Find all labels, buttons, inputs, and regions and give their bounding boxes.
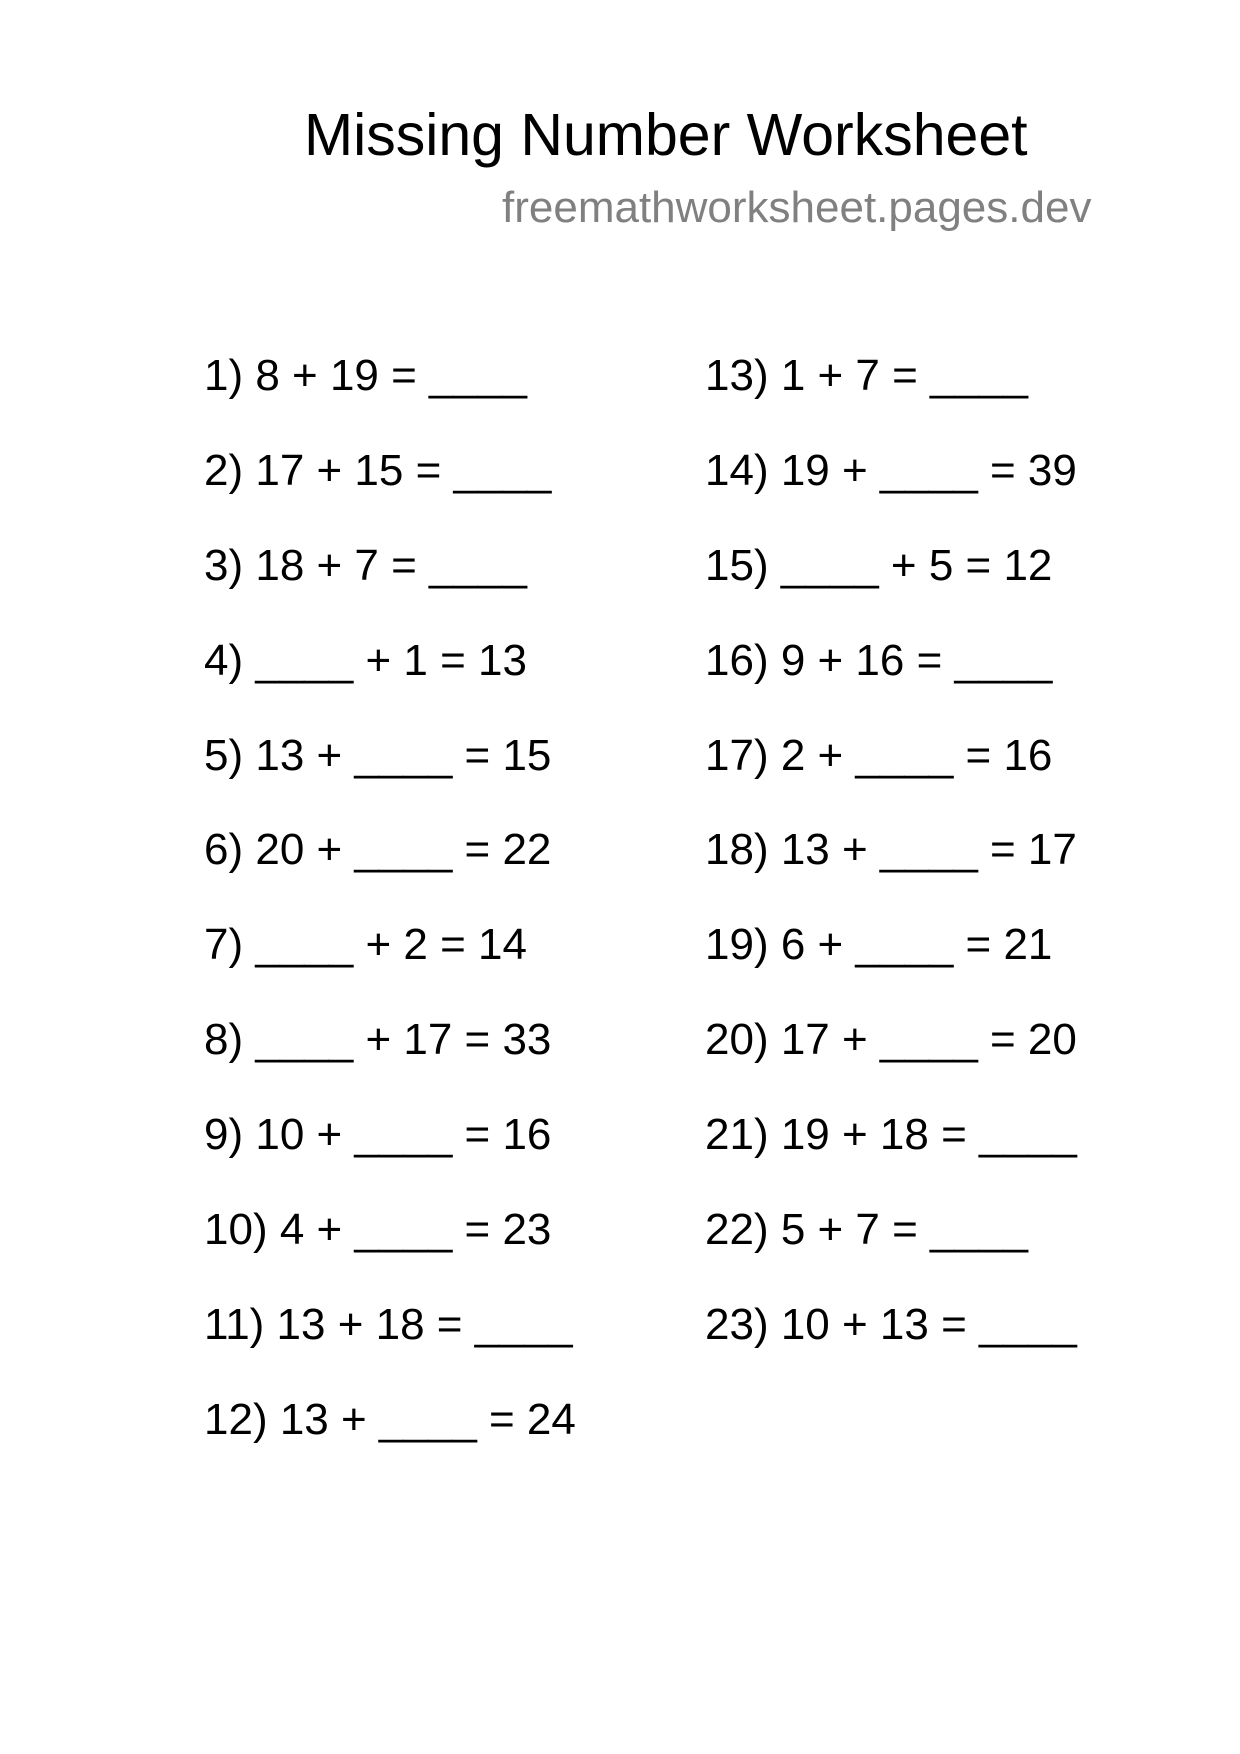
- problem-item: 4) ____ + 1 = 13: [204, 635, 527, 685]
- problem-item: 13) 1 + 7 = ____: [705, 351, 1028, 400]
- problem-column-right: [705, 351, 1077, 1398]
- problem-item: 23) 10 + 13 = ____: [705, 1299, 1077, 1349]
- problem-item: 12) 13 + ____ = 24: [204, 1394, 576, 1444]
- page-title: Missing Number Worksheet: [304, 102, 1028, 168]
- problem-item: 19) 6 + ____ = 21: [705, 920, 1053, 970]
- problem-item: 17) 2 + ____ = 16: [705, 730, 1053, 780]
- site-url: freemathworksheet.pages.dev: [502, 183, 1092, 232]
- problem-item: 5) 13 + ____ = 15: [204, 730, 552, 780]
- problem-item: 9) 10 + ____ = 16: [204, 1110, 552, 1160]
- problem-item: 15) ____ + 5 = 12: [705, 540, 1053, 590]
- problem-item: 14) 19 + ____ = 39: [705, 445, 1077, 495]
- problem-column-left: [204, 351, 576, 1493]
- problem-item: 22) 5 + 7 = ____: [705, 1205, 1028, 1255]
- problem-item: 6) 20 + ____ = 22: [204, 825, 552, 875]
- problem-item: 21) 19 + 18 = ____: [705, 1110, 1077, 1160]
- problem-item: 11) 13 + 18 = ____: [204, 1299, 573, 1349]
- problem-item: 2) 17 + 15 = ____: [204, 445, 552, 495]
- problem-item: 20) 17 + ____ = 20: [705, 1015, 1077, 1065]
- problem-item: 3) 18 + 7 = ____: [204, 540, 527, 590]
- problem-item: 16) 9 + 16 = ____: [705, 635, 1053, 685]
- problem-item: 1) 8 + 19 = ____: [204, 351, 527, 400]
- problem-item: 18) 13 + ____ = 17: [705, 825, 1077, 875]
- problem-item: 7) ____ + 2 = 14: [204, 920, 527, 970]
- problem-item: 10) 4 + ____ = 23: [204, 1205, 552, 1255]
- problem-item: 8) ____ + 17 = 33: [204, 1015, 552, 1065]
